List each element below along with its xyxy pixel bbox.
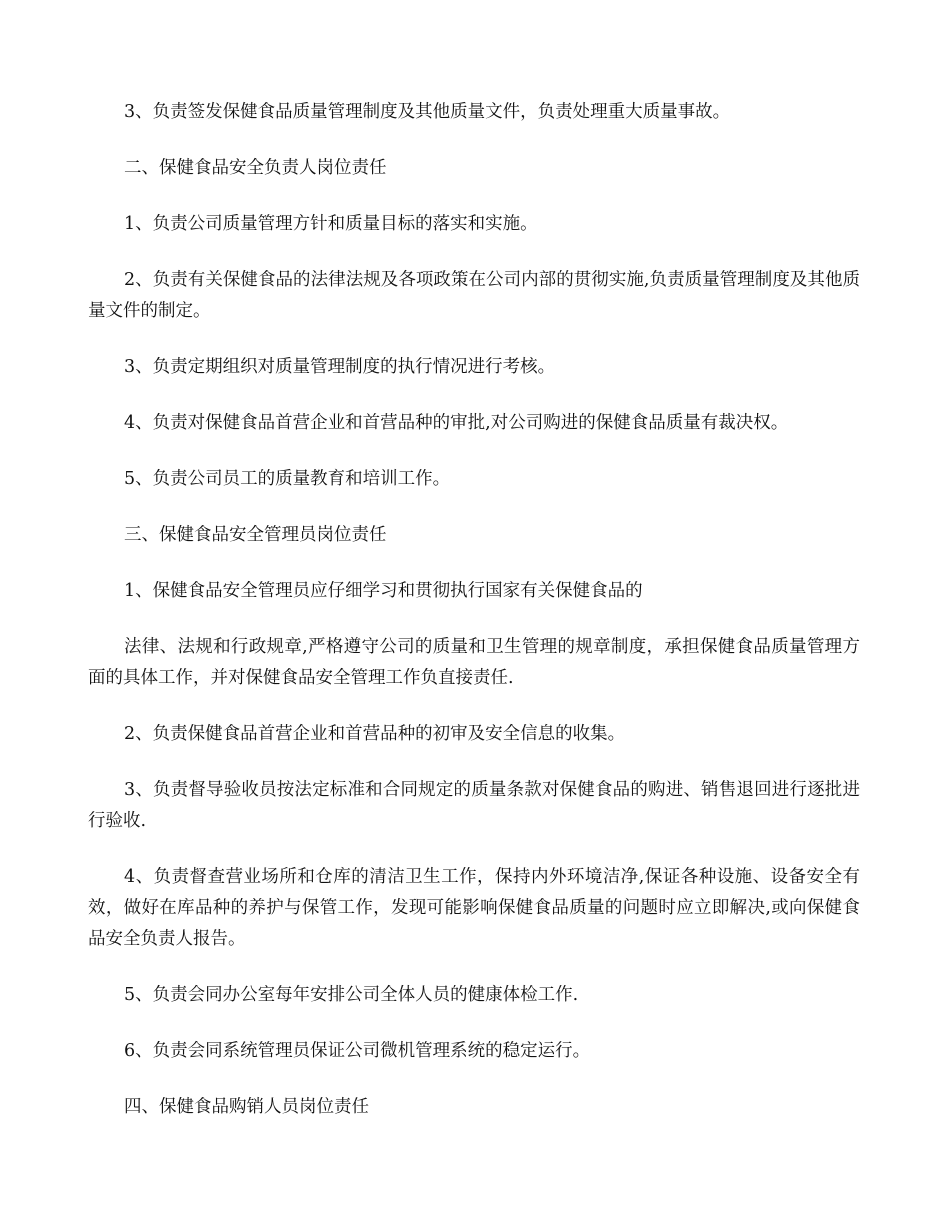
section-heading-3: 三、保健食品安全管理员岗位责任 [124, 525, 387, 545]
section-heading-4: 四、保健食品购销人员岗位责任 [124, 1097, 369, 1117]
document-body [88, 97, 860, 1148]
paragraph-duty-3-sign-documents: 3、负责签发保健食品质量管理制度及其他质量文件，负责处理重大质量事故。 [124, 102, 731, 122]
paragraph-duty-1: 1、负责公司质量管理方针和质量目标的落实和实施。 [124, 214, 538, 234]
paragraph-manager-duty-3: 3、负责督导验收员按法定标准和合同规定的质量条款对保健食品的购进、销售退回进行逐批进行验收. [88, 780, 860, 831]
paragraph-duty-4: 4、负责对保健食品首营企业和首营品种的审批,对公司购进的保健食品质量有裁决权。 [124, 413, 789, 433]
paragraph-manager-duty-4: 4、负责督查营业场所和仓库的清洁卫生工作，保持内外环境洁净,保证各种设施、设备安全有效，做好在库品种的养护与保管工作，发现可能影响保健食品质量的问题时应立即解决,或向保健食品安全负责人报告。 [88, 867, 860, 949]
paragraph-manager-duty-1: 1、保健食品安全管理员应仔细学习和贯彻执行国家有关保健食品的 [124, 581, 643, 601]
paragraph-duty-5: 5、负责公司员工的质量教育和培训工作。 [124, 469, 451, 489]
section-heading-2: 二、保健食品安全负责人岗位责任 [124, 158, 387, 178]
paragraph-manager-duty-5: 5、负责会同办公室每年安排公司全体人员的健康体检工作. [124, 985, 579, 1005]
paragraph-duty-2: 2、负责有关保健食品的法律法规及各项政策在公司内部的贯彻实施,负责质量管理制度及其他质量文件的制定。 [88, 270, 860, 321]
paragraph-manager-duty-1-continued: 法律、法规和行政规章,严格遵守公司的质量和卫生管理的规章制度，承担保健食品质量管理方面的具体工作，并对保健食品安全管理工作负直接责任. [88, 637, 860, 688]
paragraph-manager-duty-2: 2、负责保健食品首营企业和首营品种的初审及安全信息的收集。 [124, 724, 626, 744]
paragraph-manager-duty-6: 6、负责会同系统管理员保证公司微机管理系统的稳定运行。 [124, 1041, 591, 1061]
paragraph-duty-3: 3、负责定期组织对质量管理制度的执行情况进行考核。 [124, 357, 556, 377]
